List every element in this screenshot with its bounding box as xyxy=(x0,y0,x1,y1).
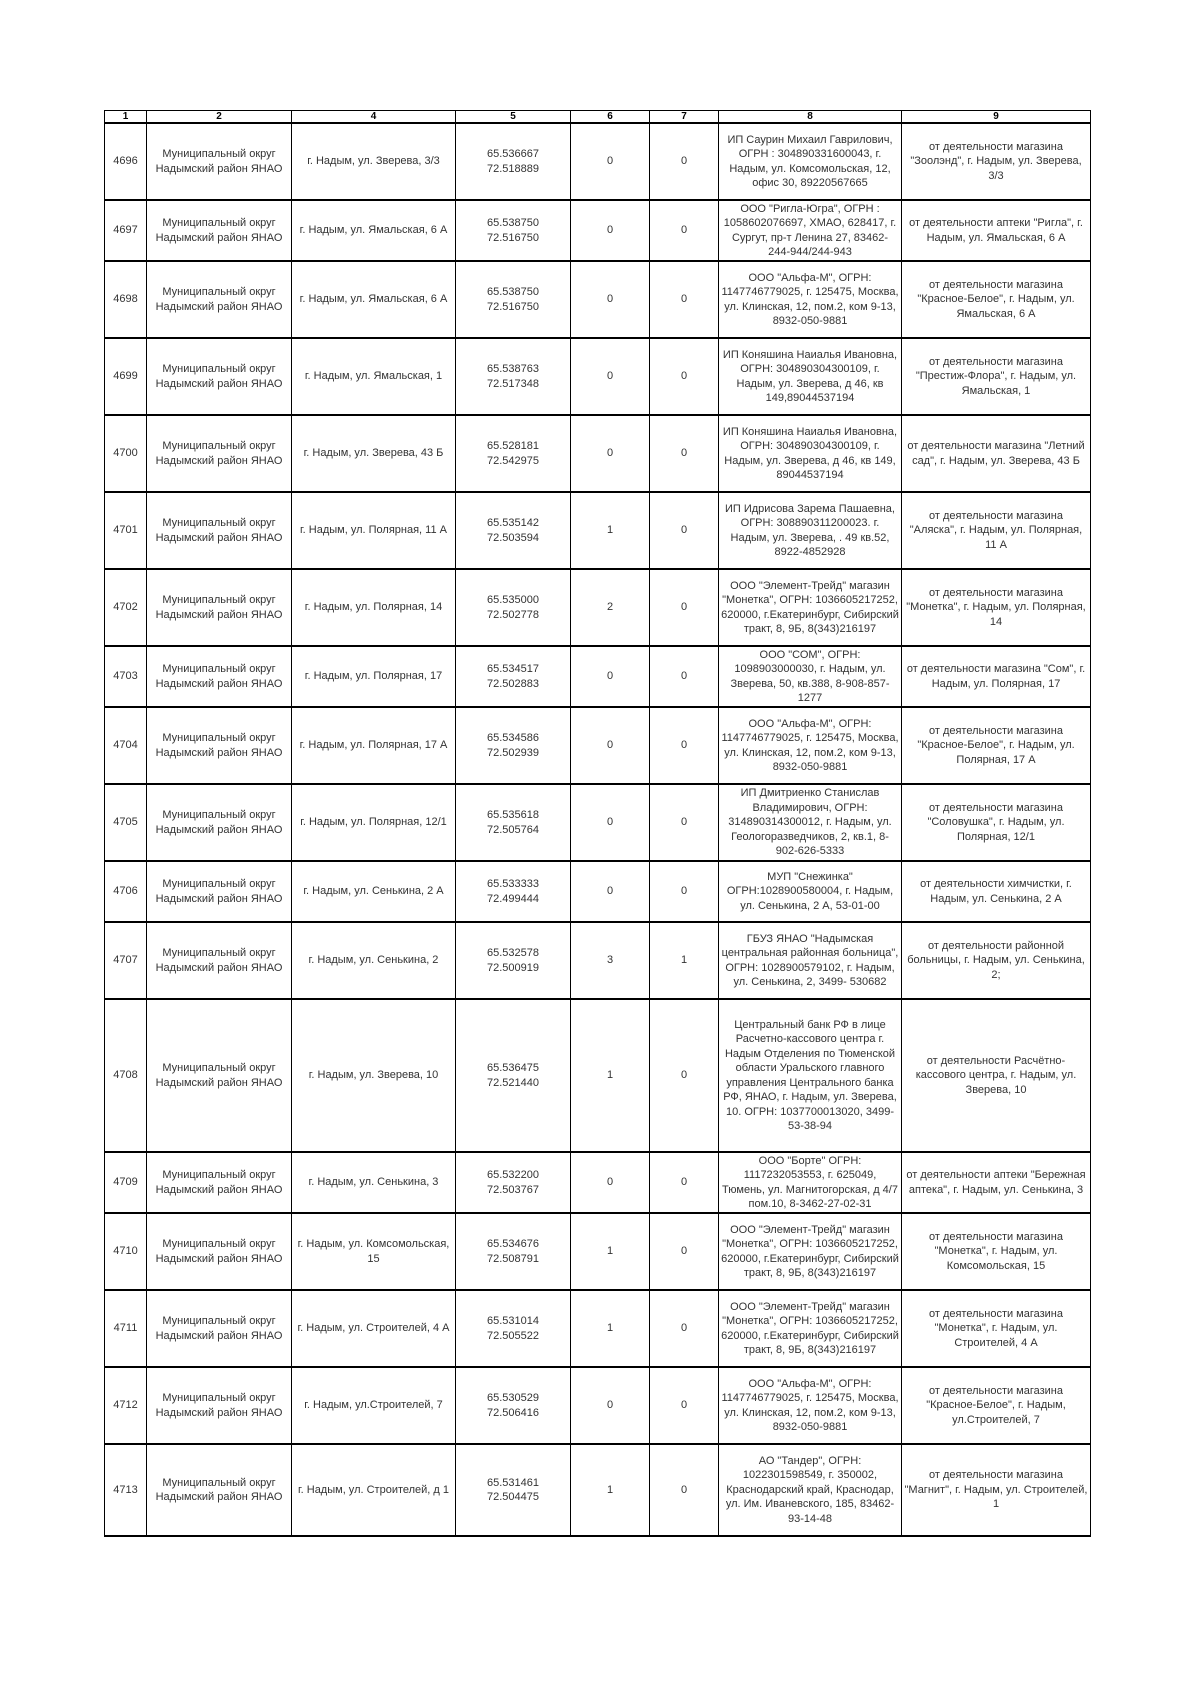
col6-value: 1 xyxy=(571,999,650,1152)
table-row xyxy=(105,707,1091,784)
longitude: 72.516750 xyxy=(487,300,539,313)
owner-cell: ООО "Элемент-Трейд" магазин "Монетка", ОГРН: 1036605217252, 620000, г.Екатеринбург, Сибирский тракт, 8, 9Б, 8(343)216197 xyxy=(719,1290,902,1367)
owner-cell: ООО "Альфа-М", ОГРН: 1147746779025, г. 125475, Москва, ул. Клинская, 12, пом.2, ком 9-13, 8932-050-9881 xyxy=(719,707,902,784)
col6-value: 2 xyxy=(571,569,650,646)
address-cell: г. Надым, ул. Зверева, 3/3 xyxy=(292,123,456,200)
latitude: 65.531014 xyxy=(487,1315,539,1327)
source-cell: от деятельности магазина "Красное-Белое", г. Надым, ул. Ямальская, 6 А xyxy=(902,261,1091,338)
row-id: 4699 xyxy=(105,338,147,415)
source-cell: от деятельности магазина "Аляска", г. Надым, ул. Полярная, 11 А xyxy=(902,492,1091,569)
col7-value: 0 xyxy=(650,261,719,338)
table-row xyxy=(105,415,1091,492)
longitude: 72.502778 xyxy=(487,608,539,621)
address-cell: г. Надым, ул.Строителей, 7 xyxy=(292,1367,456,1444)
coordinates-cell xyxy=(456,922,571,999)
col6-value: 1 xyxy=(571,1290,650,1367)
district-cell: Муниципальный округ Надымский район ЯНАО xyxy=(147,261,292,338)
source-cell: от деятельности аптеки "Ригла", г. Надым, ул. Ямальская, 6 А xyxy=(902,200,1091,261)
latitude: 65.538763 xyxy=(487,363,539,375)
col7-value: 0 xyxy=(650,1367,719,1444)
longitude: 72.502883 xyxy=(487,677,539,690)
coordinates-cell xyxy=(456,646,571,707)
table-row xyxy=(105,492,1091,569)
district-cell: Муниципальный округ Надымский район ЯНАО xyxy=(147,999,292,1152)
col-header-4: 4 xyxy=(292,111,456,124)
longitude: 72.504475 xyxy=(487,1491,539,1503)
source-cell: от деятельности магазина "Красное-Белое", г. Надым, ул. Полярная, 17 А xyxy=(902,707,1091,784)
col-header-5: 5 xyxy=(456,111,571,124)
owner-cell: ИП Идрисова Зарема Пашаевна, ОГРН: 308890311200023. г. Надым, ул. Зверева, . 49 кв.52, 8922-4852928 xyxy=(719,492,902,569)
row-id: 4698 xyxy=(105,261,147,338)
col-header-6: 6 xyxy=(571,111,650,124)
district-cell: Муниципальный округ Надымский район ЯНАО xyxy=(147,569,292,646)
longitude: 72.516750 xyxy=(487,231,539,244)
coordinates-cell xyxy=(456,569,571,646)
col6-value: 3 xyxy=(571,922,650,999)
coordinates-cell xyxy=(456,261,571,338)
longitude: 72.500919 xyxy=(487,961,539,974)
latitude: 65.532200 xyxy=(487,1169,539,1181)
col6-value: 0 xyxy=(571,646,650,707)
col7-value: 0 xyxy=(650,707,719,784)
latitude: 65.533333 xyxy=(487,878,539,890)
table-row xyxy=(105,646,1091,707)
source-cell: от деятельности районной больницы, г. Надым, ул. Сенькина, 2; xyxy=(902,922,1091,999)
address-cell: г. Надым, ул. Ямальская, 6 А xyxy=(292,261,456,338)
address-cell: г. Надым, ул. Зверева, 10 xyxy=(292,999,456,1152)
address-cell: г. Надым, ул. Полярная, 14 xyxy=(292,569,456,646)
coordinates-cell xyxy=(456,1152,571,1213)
latitude: 65.532578 xyxy=(487,947,539,959)
longitude: 72.499444 xyxy=(487,892,539,905)
source-cell: от деятельности магазина "Зоолэнд", г. Надым, ул. Зверева, 3/3 xyxy=(902,123,1091,200)
district-cell: Муниципальный округ Надымский район ЯНАО xyxy=(147,861,292,922)
col7-value: 0 xyxy=(650,200,719,261)
row-id: 4711 xyxy=(105,1290,147,1367)
col7-value: 0 xyxy=(650,646,719,707)
latitude: 65.528181 xyxy=(487,440,539,452)
address-cell: г. Надым, ул. Сенькина, 2 А xyxy=(292,861,456,922)
table-row xyxy=(105,1213,1091,1290)
source-cell: от деятельности магазина "Престиж-Флора", г. Надым, ул. Ямальская, 1 xyxy=(902,338,1091,415)
col-header-8: 8 xyxy=(719,111,902,124)
table-row xyxy=(105,338,1091,415)
row-id: 4708 xyxy=(105,999,147,1152)
coordinates-cell xyxy=(456,415,571,492)
col6-value: 0 xyxy=(571,861,650,922)
address-cell: г. Надым, ул. Ямальская, 6 А xyxy=(292,200,456,261)
row-id: 4700 xyxy=(105,415,147,492)
latitude: 65.530529 xyxy=(487,1392,539,1404)
longitude: 72.517348 xyxy=(487,377,539,390)
col6-value: 0 xyxy=(571,123,650,200)
col6-value: 1 xyxy=(571,1213,650,1290)
col7-value: 0 xyxy=(650,1444,719,1536)
latitude: 65.531461 xyxy=(487,1476,539,1489)
row-id: 4707 xyxy=(105,922,147,999)
district-cell: Муниципальный округ Надымский район ЯНАО xyxy=(147,415,292,492)
col-header-9: 9 xyxy=(902,111,1091,124)
table-row xyxy=(105,1290,1091,1367)
coordinates-cell xyxy=(456,1444,571,1536)
latitude: 65.538750 xyxy=(487,286,539,298)
latitude: 65.534586 xyxy=(487,732,539,744)
row-id: 4705 xyxy=(105,784,147,861)
owner-cell: ООО "Альфа-М", ОГРН: 1147746779025, г. 125475, Москва, ул. Клинская, 12, пом.2, ком 9-13, 8932-050-9881 xyxy=(719,261,902,338)
source-cell: от деятельности магазина "Магнит", г. Надым, ул. Строителей, 1 xyxy=(902,1444,1091,1536)
district-cell: Муниципальный округ Надымский район ЯНАО xyxy=(147,1444,292,1536)
source-cell: от деятельности магазина "Соловушка", г. Надым, ул. Полярная, 12/1 xyxy=(902,784,1091,861)
coordinates-cell xyxy=(456,338,571,415)
latitude: 65.535000 xyxy=(487,594,539,606)
address-cell: г. Надым, ул. Строителей, д 1 xyxy=(292,1444,456,1536)
owner-cell: ИП Саурин Михаил Гаврилович, ОГРН : 304890331600043, г. Надым, ул. Комсомольская, 12, офис 30, 89220567665 xyxy=(719,123,902,200)
col7-value: 0 xyxy=(650,784,719,861)
col6-value: 1 xyxy=(571,492,650,569)
coordinates-cell xyxy=(456,999,571,1152)
source-cell: от деятельности магазина "Монетка", г. Надым, ул. Комсомольская, 15 xyxy=(902,1213,1091,1290)
col7-value: 0 xyxy=(650,569,719,646)
col6-value: 0 xyxy=(571,261,650,338)
district-cell: Муниципальный округ Надымский район ЯНАО xyxy=(147,1213,292,1290)
district-cell: Муниципальный округ Надымский район ЯНАО xyxy=(147,200,292,261)
col7-value: 0 xyxy=(650,123,719,200)
col7-value: 0 xyxy=(650,338,719,415)
district-cell: Муниципальный округ Надымский район ЯНАО xyxy=(147,338,292,415)
col7-value: 0 xyxy=(650,1213,719,1290)
col-header-1: 1 xyxy=(105,111,147,124)
row-id: 4710 xyxy=(105,1213,147,1290)
address-cell: г. Надым, ул. Полярная, 12/1 xyxy=(292,784,456,861)
table-row xyxy=(105,784,1091,861)
row-id: 4701 xyxy=(105,492,147,569)
coordinates-cell xyxy=(456,784,571,861)
source-cell: от деятельности Расчётно-кассового центра, г. Надым, ул. Зверева, 10 xyxy=(902,999,1091,1152)
latitude: 65.536475 xyxy=(487,1062,539,1074)
col7-value: 0 xyxy=(650,1152,719,1213)
table-row xyxy=(105,1367,1091,1444)
source-cell: от деятельности магазина "Монетка", г. Надым, ул. Полярная, 14 xyxy=(902,569,1091,646)
table-row xyxy=(105,1152,1091,1213)
latitude: 65.535618 xyxy=(487,809,539,821)
coordinates-cell xyxy=(456,123,571,200)
source-cell: от деятельности аптеки "Бережная аптека", г. Надым, ул. Сенькина, 3 xyxy=(902,1152,1091,1213)
longitude: 72.505764 xyxy=(487,823,539,836)
col6-value: 0 xyxy=(571,1152,650,1213)
coordinates-cell xyxy=(456,200,571,261)
col6-value: 0 xyxy=(571,338,650,415)
header-row xyxy=(105,111,1091,124)
coordinates-cell xyxy=(456,1367,571,1444)
latitude: 65.538750 xyxy=(487,217,539,229)
row-id: 4697 xyxy=(105,200,147,261)
latitude: 65.534676 xyxy=(487,1238,539,1250)
row-id: 4704 xyxy=(105,707,147,784)
table-row xyxy=(105,922,1091,999)
col7-value: 0 xyxy=(650,415,719,492)
col6-value: 0 xyxy=(571,707,650,784)
coordinates-cell xyxy=(456,1213,571,1290)
owner-cell: ООО "Ригла-Югра", ОГРН : 1058602076697, ХМАО, 628417, г. Сургут, пр-т Ленина 27, 83462-244-944/244-943 xyxy=(719,200,902,261)
district-cell: Муниципальный округ Надымский район ЯНАО xyxy=(147,123,292,200)
owner-cell: ГБУЗ ЯНАО "Надымская центральная районная больница", ОГРН: 1028900579102, г. Надым, ул. Сенькина, 2, 3499- 530682 xyxy=(719,922,902,999)
district-cell: Муниципальный округ Надымский район ЯНАО xyxy=(147,492,292,569)
address-cell: г. Надым, ул. Полярная, 17 xyxy=(292,646,456,707)
col6-value: 0 xyxy=(571,1367,650,1444)
address-cell: г. Надым, ул. Полярная, 17 А xyxy=(292,707,456,784)
row-id: 4696 xyxy=(105,123,147,200)
col7-value: 0 xyxy=(650,1290,719,1367)
owner-cell: МУП "Снежинка" ОГРН:1028900580004, г. Надым, ул. Сенькина, 2 А, 53-01-00 xyxy=(719,861,902,922)
owner-cell: ООО "Элемент-Трейд" магазин "Монетка", ОГРН: 1036605217252, 620000, г.Екатеринбург, Сибирский тракт, 8, 9Б, 8(343)216197 xyxy=(719,569,902,646)
col7-value: 0 xyxy=(650,492,719,569)
coordinates-cell xyxy=(456,492,571,569)
owner-cell: Центральный банк РФ в лице Расчетно-кассового центра г. Надым Отделения по Тюменской области Уральского главного управления Центрального банка РФ, ЯНАО, г. Надым, ул. Зверева, 10. ОГРН: 1037700013020, 3499-53-38-94 xyxy=(719,999,902,1152)
owner-cell: ИП Коняшина Наиалья Ивановна, ОГРН: 304890304300109, г. Надым, ул. Зверева, д 46, кв 149,89044537194 xyxy=(719,338,902,415)
district-cell: Муниципальный округ Надымский район ЯНАО xyxy=(147,784,292,861)
latitude: 65.536667 xyxy=(487,148,539,160)
district-cell: Муниципальный округ Надымский район ЯНАО xyxy=(147,1290,292,1367)
col6-value: 0 xyxy=(571,784,650,861)
latitude: 65.534517 xyxy=(487,663,539,675)
longitude: 72.521440 xyxy=(487,1076,539,1089)
row-id: 4702 xyxy=(105,569,147,646)
source-cell: от деятельности магазина "Красное-Белое", г. Надым, ул.Строителей, 7 xyxy=(902,1367,1091,1444)
table-row xyxy=(105,1444,1091,1536)
table-row xyxy=(105,999,1091,1152)
address-cell: г. Надым, ул. Комсомольская, 15 xyxy=(292,1213,456,1290)
longitude: 72.505522 xyxy=(487,1329,539,1342)
table-row xyxy=(105,200,1091,261)
owner-cell: АО "Тандер", ОГРН: 1022301598549, г. 350002, Краснодарский край, Краснодар, ул. Им. Иваневского, 185, 83462-93-14-48 xyxy=(719,1444,902,1536)
owner-cell: ООО "Элемент-Трейд" магазин "Монетка", ОГРН: 1036605217252, 620000, г.Екатеринбург, Сибирский тракт, 8, 9Б, 8(343)216197 xyxy=(719,1213,902,1290)
owner-cell: ИП Коняшина Наиалья Ивановна, ОГРН: 304890304300109, г. Надым, ул. Зверева, д 46, кв 149, 89044537194 xyxy=(719,415,902,492)
longitude: 72.506416 xyxy=(487,1406,539,1419)
owner-cell: ООО "Борте" ОГРН: 1117232053553, г. 625049, Тюмень, ул. Магнитогорская, д 4/7 пом.10, 8-3462-27-02-31 xyxy=(719,1152,902,1213)
col6-value: 0 xyxy=(571,200,650,261)
address-cell: г. Надым, ул. Строителей, 4 А xyxy=(292,1290,456,1367)
district-cell: Муниципальный округ Надымский район ЯНАО xyxy=(147,922,292,999)
latitude: 65.535142 xyxy=(487,517,539,529)
col-header-7: 7 xyxy=(650,111,719,124)
col7-value: 1 xyxy=(650,922,719,999)
address-cell: г. Надым, ул. Сенькина, 2 xyxy=(292,922,456,999)
owner-cell: ООО "Альфа-М", ОГРН: 1147746779025, г. 125475, Москва, ул. Клинская, 12, пом.2, ком 9-13, 8932-050-9881 xyxy=(719,1367,902,1444)
coordinates-cell xyxy=(456,1290,571,1367)
col7-value: 0 xyxy=(650,861,719,922)
source-cell: от деятельности магазина "Сом", г. Надым, ул. Полярная, 17 xyxy=(902,646,1091,707)
table-row xyxy=(105,861,1091,922)
owner-cell: ИП Дмитриенко Станислав Владимирович, ОГРН: 314890314300012, г. Надым, ул. Геологоразведчиков, 2, кв.1, 8-902-626-5333 xyxy=(719,784,902,861)
longitude: 72.503767 xyxy=(487,1183,539,1196)
address-cell: г. Надым, ул. Ямальская, 1 xyxy=(292,338,456,415)
data-table xyxy=(104,110,1091,1537)
source-cell: от деятельности магазина "Летний сад", г. Надым, ул. Зверева, 43 Б xyxy=(902,415,1091,492)
address-cell: г. Надым, ул. Зверева, 43 Б xyxy=(292,415,456,492)
table-row xyxy=(105,569,1091,646)
col6-value: 0 xyxy=(571,415,650,492)
col-header-2: 2 xyxy=(147,111,292,124)
col7-value: 0 xyxy=(650,999,719,1152)
row-id: 4706 xyxy=(105,861,147,922)
row-id: 4703 xyxy=(105,646,147,707)
longitude: 72.518889 xyxy=(487,162,539,175)
district-cell: Муниципальный округ Надымский район ЯНАО xyxy=(147,707,292,784)
longitude: 72.542975 xyxy=(487,454,539,467)
address-cell: г. Надым, ул. Сенькина, 3 xyxy=(292,1152,456,1213)
owner-cell: ООО "СОМ", ОГРН: 1098903000030, г. Надым, ул. Зверева, 50, кв.388, 8-908-857-1277 xyxy=(719,646,902,707)
district-cell: Муниципальный округ Надымский район ЯНАО xyxy=(147,646,292,707)
coordinates-cell xyxy=(456,707,571,784)
longitude: 72.502939 xyxy=(487,746,539,759)
address-cell: г. Надым, ул. Полярная, 11 А xyxy=(292,492,456,569)
district-cell: Муниципальный округ Надымский район ЯНАО xyxy=(147,1367,292,1444)
row-id: 4712 xyxy=(105,1367,147,1444)
table-row xyxy=(105,261,1091,338)
col6-value: 1 xyxy=(571,1444,650,1536)
district-cell: Муниципальный округ Надымский район ЯНАО xyxy=(147,1152,292,1213)
source-cell: от деятельности химчистки, г. Надым, ул. Сенькина, 2 А xyxy=(902,861,1091,922)
coordinates-cell xyxy=(456,861,571,922)
table-row xyxy=(105,123,1091,200)
row-id: 4713 xyxy=(105,1444,147,1536)
longitude: 72.503594 xyxy=(487,531,539,544)
longitude: 72.508791 xyxy=(487,1252,539,1265)
source-cell: от деятельности магазина "Монетка", г. Надым, ул. Строителей, 4 А xyxy=(902,1290,1091,1367)
row-id: 4709 xyxy=(105,1152,147,1213)
